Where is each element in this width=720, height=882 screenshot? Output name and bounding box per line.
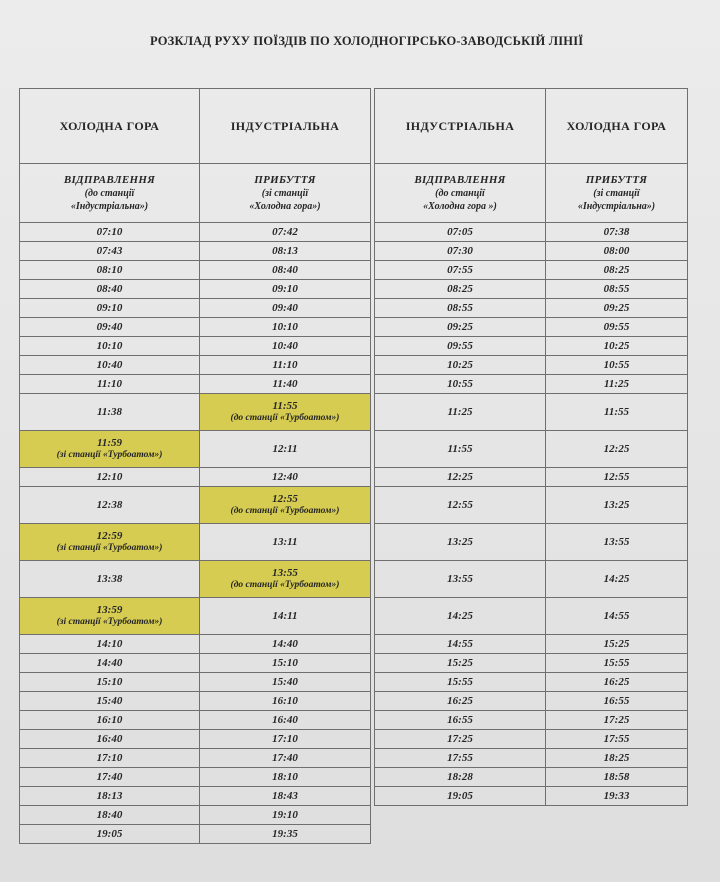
arrival-time-cell: 09:10 xyxy=(200,280,371,299)
table-row xyxy=(375,692,688,711)
arrival-time-cell: 11:55 xyxy=(546,394,688,431)
arrival-time-cell xyxy=(200,561,371,598)
departure-time-cell: 11:38 xyxy=(20,394,200,431)
table-row xyxy=(20,524,371,561)
page-title: РОЗКЛАД РУХУ ПОЇЗДІВ ПО ХОЛОДНОГІРСЬКО-ЗАВОДСЬКІЙ ЛІНІЇ xyxy=(150,34,584,48)
arrival-time-cell: 16:40 xyxy=(200,711,371,730)
departure-time-cell: 10:40 xyxy=(20,356,200,375)
table-row xyxy=(375,654,688,673)
column-type-label: ПРИБУТТЯ xyxy=(585,173,648,186)
arrival-time-cell: 10:55 xyxy=(546,356,688,375)
column-type-label: ВІДПРАВЛЕННЯ xyxy=(63,173,156,186)
departure-time-cell: 17:10 xyxy=(20,749,200,768)
table-row xyxy=(20,749,371,768)
departure-time-cell: 13:38 xyxy=(20,561,200,598)
turboatom-note: (зі станції «Турбоатом») xyxy=(56,450,163,460)
table-row xyxy=(375,730,688,749)
column-station-header: ХОЛОДНА ГОРА xyxy=(546,89,688,164)
arrival-time-cell: 10:10 xyxy=(200,318,371,337)
departure-time-cell: 08:55 xyxy=(375,299,546,318)
table-header-row xyxy=(375,89,688,164)
arrival-time-cell: 07:38 xyxy=(546,223,688,242)
table-row xyxy=(375,749,688,768)
arrival-time-cell: 16:25 xyxy=(546,673,688,692)
departure-time-cell: 16:25 xyxy=(375,692,546,711)
table-row xyxy=(375,394,688,431)
arrival-time-cell: 13:55 xyxy=(546,524,688,561)
table-row xyxy=(20,787,371,806)
table-row xyxy=(20,261,371,280)
departure-time-cell: 14:25 xyxy=(375,598,546,635)
departure-time-cell: 14:10 xyxy=(20,635,200,654)
column-direction-header xyxy=(375,164,546,223)
departure-time-cell: 07:10 xyxy=(20,223,200,242)
table-row xyxy=(375,468,688,487)
arrival-time-cell: 08:40 xyxy=(200,261,371,280)
table-row xyxy=(375,787,688,806)
table-row xyxy=(20,825,371,844)
arrival-time-cell: 12:25 xyxy=(546,431,688,468)
column-direction-label: (зі станції xyxy=(593,187,640,199)
arrival-time-cell: 17:40 xyxy=(200,749,371,768)
turboatom-note: (до станції «Турбоатом») xyxy=(230,580,340,590)
table-row xyxy=(375,524,688,561)
departure-time-cell: 18:13 xyxy=(20,787,200,806)
column-type-label: ПРИБУТТЯ xyxy=(254,173,316,186)
table-row xyxy=(20,356,371,375)
arrival-time-cell: 18:43 xyxy=(200,787,371,806)
arrival-time-cell: 17:25 xyxy=(546,711,688,730)
arrival-time-cell: 14:11 xyxy=(200,598,371,635)
time-value: 12:59 xyxy=(96,530,123,542)
departure-time-cell: 07:55 xyxy=(375,261,546,280)
column-direction-label: «Індустріальна») xyxy=(70,200,149,212)
table-subheader-row xyxy=(20,164,371,223)
arrival-time-cell: 08:25 xyxy=(546,261,688,280)
table-row xyxy=(20,337,371,356)
departure-time-cell: 09:25 xyxy=(375,318,546,337)
arrival-time-cell: 17:10 xyxy=(200,730,371,749)
departure-time-cell: 11:25 xyxy=(375,394,546,431)
table-row xyxy=(375,673,688,692)
arrival-time-cell: 09:55 xyxy=(546,318,688,337)
arrival-time-cell: 15:25 xyxy=(546,635,688,654)
column-direction-header xyxy=(20,164,200,223)
turboatom-note: (зі станції «Турбоатом») xyxy=(56,543,163,553)
departure-time-cell: 08:40 xyxy=(20,280,200,299)
table-row xyxy=(375,487,688,524)
departure-time-cell: 11:10 xyxy=(20,375,200,394)
schedule-table-left xyxy=(19,88,371,844)
departure-time-cell xyxy=(20,431,200,468)
column-direction-label: (до станції xyxy=(84,187,135,199)
departure-time-cell: 17:25 xyxy=(375,730,546,749)
departure-time-cell: 07:43 xyxy=(20,242,200,261)
departure-time-cell: 19:05 xyxy=(20,825,200,844)
arrival-time-cell xyxy=(200,487,371,524)
arrival-time-cell: 08:00 xyxy=(546,242,688,261)
departure-time-cell: 09:10 xyxy=(20,299,200,318)
table-row xyxy=(20,487,371,524)
departure-time-cell: 13:55 xyxy=(375,561,546,598)
arrival-time-cell: 19:10 xyxy=(200,806,371,825)
departure-time-cell: 13:25 xyxy=(375,524,546,561)
arrival-time-cell: 13:25 xyxy=(546,487,688,524)
departure-time-cell: 07:30 xyxy=(375,242,546,261)
table-row xyxy=(20,394,371,431)
arrival-time-cell: 12:40 xyxy=(200,468,371,487)
table-row xyxy=(20,654,371,673)
table-row xyxy=(20,223,371,242)
arrival-time-cell: 19:35 xyxy=(200,825,371,844)
arrival-time-cell: 14:40 xyxy=(200,635,371,654)
table-row xyxy=(375,280,688,299)
table-row xyxy=(20,280,371,299)
departure-time-cell: 10:55 xyxy=(375,375,546,394)
arrival-time-cell: 15:10 xyxy=(200,654,371,673)
table-row xyxy=(375,598,688,635)
arrival-time-cell: 07:42 xyxy=(200,223,371,242)
arrival-time-cell: 10:40 xyxy=(200,337,371,356)
arrival-time-cell: 15:40 xyxy=(200,673,371,692)
departure-time-cell: 11:55 xyxy=(375,431,546,468)
column-direction-label: «Холодна гора ») xyxy=(423,200,497,212)
departure-time-cell: 15:40 xyxy=(20,692,200,711)
table-header-row xyxy=(20,89,371,164)
departure-time-cell: 08:25 xyxy=(375,280,546,299)
table-row xyxy=(20,635,371,654)
departure-time-cell xyxy=(20,524,200,561)
departure-time-cell: 16:40 xyxy=(20,730,200,749)
departure-time-cell: 15:25 xyxy=(375,654,546,673)
departure-time-cell xyxy=(20,598,200,635)
arrival-time-cell: 09:25 xyxy=(546,299,688,318)
table-row xyxy=(20,242,371,261)
column-direction-header xyxy=(546,164,688,223)
departure-time-cell: 16:10 xyxy=(20,711,200,730)
arrival-time-cell: 08:13 xyxy=(200,242,371,261)
table-subheader-row xyxy=(375,164,688,223)
arrival-time-cell: 11:10 xyxy=(200,356,371,375)
arrival-time-cell: 18:10 xyxy=(200,768,371,787)
turboatom-note: (до станції «Турбоатом») xyxy=(230,506,340,516)
table-row xyxy=(20,468,371,487)
departure-time-cell: 10:25 xyxy=(375,356,546,375)
arrival-time-cell: 15:55 xyxy=(546,654,688,673)
time-value: 11:55 xyxy=(272,400,298,412)
departure-time-cell: 19:05 xyxy=(375,787,546,806)
column-direction-label: «Індустріальна») xyxy=(577,200,656,212)
table-row xyxy=(20,673,371,692)
arrival-time-cell: 11:40 xyxy=(200,375,371,394)
table-row xyxy=(375,242,688,261)
arrival-time-cell: 18:58 xyxy=(546,768,688,787)
table-row xyxy=(20,431,371,468)
departure-time-cell: 17:55 xyxy=(375,749,546,768)
table-row xyxy=(20,806,371,825)
departure-time-cell: 09:55 xyxy=(375,337,546,356)
arrival-time-cell: 19:33 xyxy=(546,787,688,806)
table-row xyxy=(20,561,371,598)
table-row xyxy=(20,375,371,394)
time-value: 11:59 xyxy=(96,437,123,449)
table-row xyxy=(375,337,688,356)
table-row xyxy=(20,598,371,635)
arrival-time-cell: 10:25 xyxy=(546,337,688,356)
schedule-table-right xyxy=(374,88,688,806)
table-row xyxy=(375,768,688,787)
table-row xyxy=(20,711,371,730)
table-row xyxy=(20,768,371,787)
arrival-time-cell: 09:40 xyxy=(200,299,371,318)
turboatom-note: (до станції «Турбоатом») xyxy=(230,413,340,423)
column-type-label: ВІДПРАВЛЕННЯ xyxy=(414,173,506,186)
departure-time-cell: 12:10 xyxy=(20,468,200,487)
table-row xyxy=(375,431,688,468)
departure-time-cell: 07:05 xyxy=(375,223,546,242)
table-row xyxy=(20,730,371,749)
arrival-time-cell: 16:10 xyxy=(200,692,371,711)
table-row xyxy=(375,375,688,394)
table-row xyxy=(375,318,688,337)
arrival-time-cell: 16:55 xyxy=(546,692,688,711)
table-row xyxy=(20,692,371,711)
turboatom-note: (зі станції «Турбоатом») xyxy=(56,617,163,627)
table-row xyxy=(375,561,688,598)
arrival-time-cell: 11:25 xyxy=(546,375,688,394)
departure-time-cell: 10:10 xyxy=(20,337,200,356)
departure-time-cell: 15:10 xyxy=(20,673,200,692)
departure-time-cell: 14:55 xyxy=(375,635,546,654)
departure-time-cell: 12:55 xyxy=(375,487,546,524)
departure-time-cell: 16:55 xyxy=(375,711,546,730)
arrival-time-cell: 17:55 xyxy=(546,730,688,749)
table-row xyxy=(375,356,688,375)
departure-time-cell: 18:28 xyxy=(375,768,546,787)
column-direction-label: (до станції xyxy=(435,187,485,199)
column-station-header: ХОЛОДНА ГОРА xyxy=(20,89,200,164)
column-station-header: ІНДУСТРІАЛЬНА xyxy=(375,89,546,164)
departure-time-cell: 15:55 xyxy=(375,673,546,692)
table-row xyxy=(20,318,371,337)
arrival-time-cell: 14:55 xyxy=(546,598,688,635)
departure-time-cell: 17:40 xyxy=(20,768,200,787)
column-direction-label: «Холодна гора») xyxy=(249,200,321,212)
time-value: 13:55 xyxy=(272,567,298,579)
column-direction-label: (зі станції xyxy=(261,187,309,199)
table-row xyxy=(375,261,688,280)
arrival-time-cell: 12:11 xyxy=(200,431,371,468)
arrival-time-cell: 12:55 xyxy=(546,468,688,487)
arrival-time-cell: 18:25 xyxy=(546,749,688,768)
table-row xyxy=(375,711,688,730)
arrival-time-cell: 13:11 xyxy=(200,524,371,561)
table-row xyxy=(375,223,688,242)
arrival-time-cell: 14:25 xyxy=(546,561,688,598)
departure-time-cell: 08:10 xyxy=(20,261,200,280)
arrival-time-cell: 08:55 xyxy=(546,280,688,299)
table-row xyxy=(375,299,688,318)
departure-time-cell: 12:38 xyxy=(20,487,200,524)
column-station-header: ІНДУСТРІАЛЬНА xyxy=(200,89,371,164)
departure-time-cell: 14:40 xyxy=(20,654,200,673)
table-row xyxy=(20,299,371,318)
time-value: 13:59 xyxy=(96,604,123,616)
departure-time-cell: 18:40 xyxy=(20,806,200,825)
arrival-time-cell xyxy=(200,394,371,431)
departure-time-cell: 09:40 xyxy=(20,318,200,337)
departure-time-cell: 12:25 xyxy=(375,468,546,487)
column-direction-header xyxy=(200,164,371,223)
time-value: 12:55 xyxy=(272,493,298,505)
table-row xyxy=(375,635,688,654)
